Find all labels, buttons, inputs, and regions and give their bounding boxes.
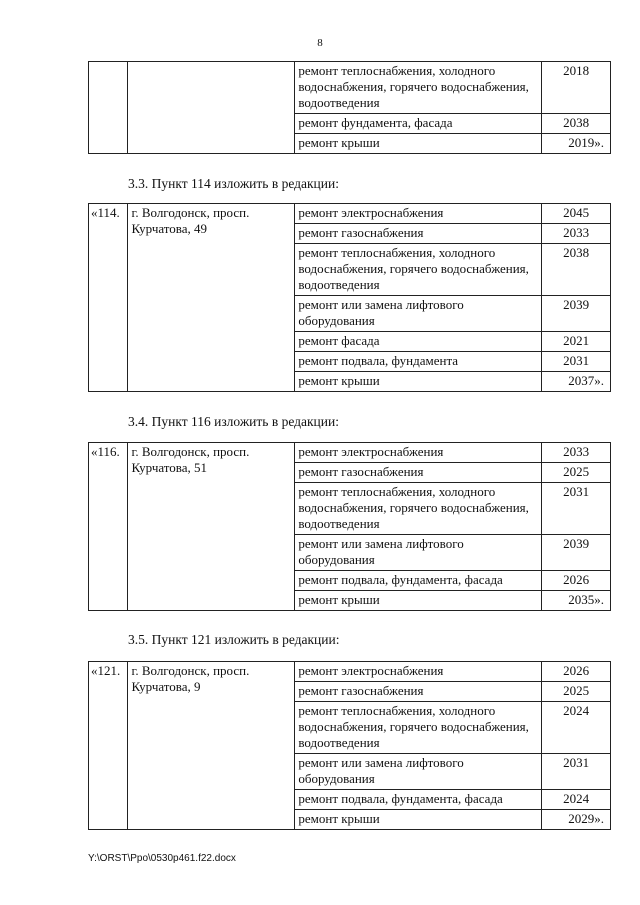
item-number-cell <box>89 62 128 154</box>
work-cell: ремонт или замена лифтового оборудования <box>295 754 542 790</box>
year-cell: 2025 <box>542 682 611 702</box>
address-cell: г. Волгодонск, просп. Курчатова, 49 <box>128 204 295 392</box>
work-cell: ремонт газоснабжения <box>295 224 542 244</box>
year-cell: 2031 <box>542 754 611 790</box>
year-cell: 2018 <box>542 62 611 114</box>
work-cell: ремонт крыши <box>295 810 542 830</box>
table-row <box>89 662 611 682</box>
address-cell: г. Волгодонск, просп. Курчатова, 51 <box>128 443 295 611</box>
address-cell: г. Волгодонск, просп. Курчатова, 9 <box>128 662 295 830</box>
work-cell: ремонт электроснабжения <box>295 204 542 224</box>
continuation-table <box>88 61 611 154</box>
section-instruction: 3.3. Пункт 114 изложить в редакции: <box>128 176 339 191</box>
item-table-121 <box>88 661 611 830</box>
year-cell: 2039 <box>542 535 611 571</box>
item-table-116 <box>88 442 611 611</box>
section-instruction: 3.4. Пункт 116 изложить в редакции: <box>128 414 339 429</box>
work-cell: ремонт теплоснабжения, холодного водоснабжения, горячего водоснабжения, водоотведения <box>295 483 542 535</box>
table-row <box>89 204 611 224</box>
work-cell: ремонт газоснабжения <box>295 682 542 702</box>
work-cell: ремонт подвала, фундамента, фасада <box>295 571 542 591</box>
year-cell: 2025 <box>542 463 611 483</box>
year-cell: 2019». <box>542 134 611 154</box>
address-cell <box>128 62 295 154</box>
year-cell: 2026 <box>542 662 611 682</box>
work-cell: ремонт фундамента, фасада <box>295 114 542 134</box>
work-cell: ремонт подвала, фундамента, фасада <box>295 790 542 810</box>
item-table-114 <box>88 203 611 392</box>
work-cell: ремонт крыши <box>295 134 542 154</box>
item-number-cell: «121. <box>89 662 128 830</box>
year-cell: 2035». <box>542 591 611 611</box>
work-cell: ремонт фасада <box>295 332 542 352</box>
year-cell: 2024 <box>542 702 611 754</box>
year-cell: 2033 <box>542 443 611 463</box>
year-cell: 2039 <box>542 296 611 332</box>
table-row <box>89 62 611 114</box>
year-cell: 2024 <box>542 790 611 810</box>
year-cell: 2029». <box>542 810 611 830</box>
work-cell: ремонт теплоснабжения, холодного водоснабжения, горячего водоснабжения, водоотведения <box>295 244 542 296</box>
table-row <box>89 443 611 463</box>
work-cell: ремонт теплоснабжения, холодного водоснабжения, горячего водоснабжения, водоотведения <box>295 62 542 114</box>
year-cell: 2038 <box>542 244 611 296</box>
year-cell: 2037». <box>542 372 611 392</box>
year-cell: 2038 <box>542 114 611 134</box>
work-cell: ремонт крыши <box>295 591 542 611</box>
year-cell: 2045 <box>542 204 611 224</box>
work-cell: ремонт теплоснабжения, холодного водоснабжения, горячего водоснабжения, водоотведения <box>295 702 542 754</box>
page-number: 8 <box>317 37 323 49</box>
work-cell: ремонт электроснабжения <box>295 443 542 463</box>
year-cell: 2021 <box>542 332 611 352</box>
work-cell: ремонт или замена лифтового оборудования <box>295 296 542 332</box>
work-cell: ремонт электроснабжения <box>295 662 542 682</box>
file-path-footer: Y:\ORST\Ppo\0530p461.f22.docx <box>88 853 236 864</box>
work-cell: ремонт газоснабжения <box>295 463 542 483</box>
year-cell: 2033 <box>542 224 611 244</box>
item-number-cell: «114. <box>89 204 128 392</box>
item-number-cell: «116. <box>89 443 128 611</box>
work-cell: ремонт подвала, фундамента <box>295 352 542 372</box>
work-cell: ремонт крыши <box>295 372 542 392</box>
year-cell: 2026 <box>542 571 611 591</box>
year-cell: 2031 <box>542 352 611 372</box>
year-cell: 2031 <box>542 483 611 535</box>
work-cell: ремонт или замена лифтового оборудования <box>295 535 542 571</box>
section-instruction: 3.5. Пункт 121 изложить в редакции: <box>128 632 340 647</box>
